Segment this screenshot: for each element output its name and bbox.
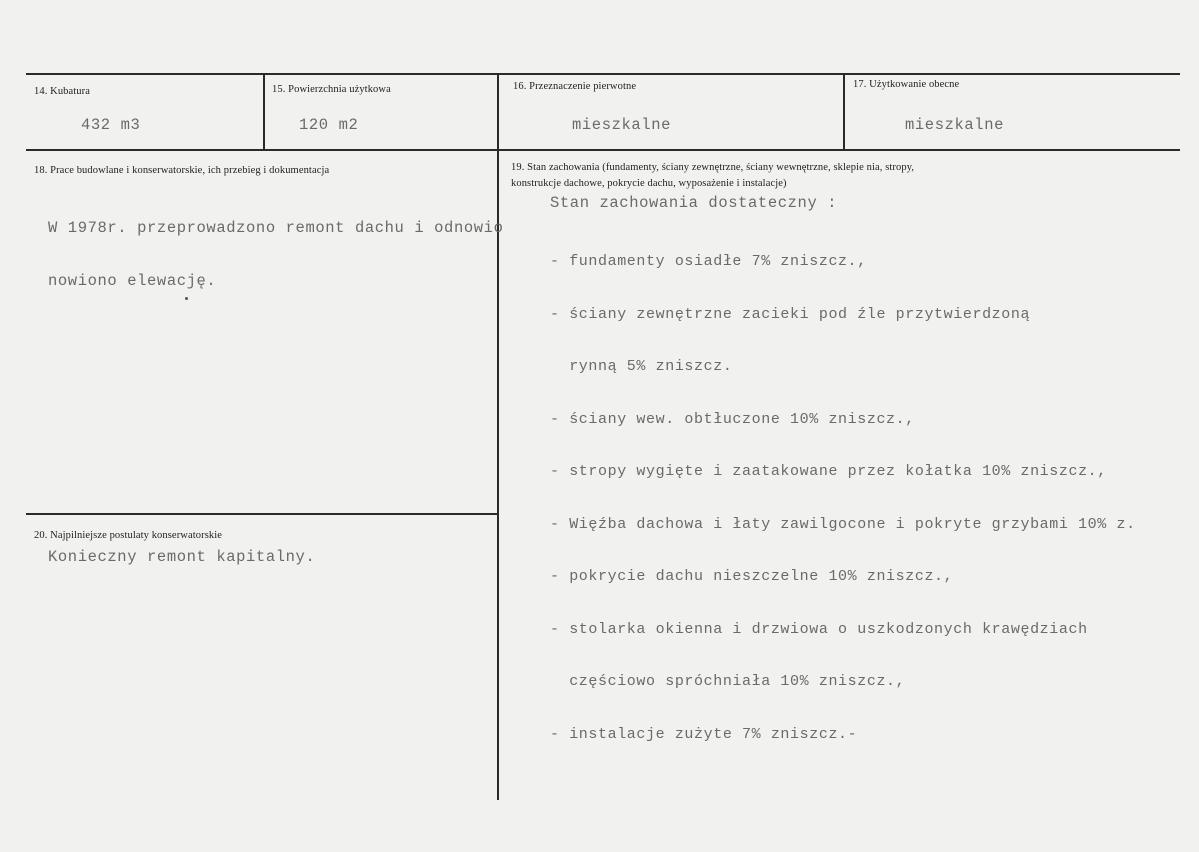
field-19-list	[550, 218, 1136, 778]
field-18-label: 18. Prace budowlane i konserwatorskie, ich przebieg i dokumentacja	[34, 165, 330, 176]
field-19-line: częściowo spróchniała 10% zniszcz.,	[550, 673, 906, 690]
field-19-line: - stropy wygięte i zaatakowane przez kołatka 10% zniszcz.,	[550, 463, 1107, 480]
divider-15-16	[497, 75, 499, 800]
field-14-value: 432 m3	[81, 116, 141, 134]
field-19-line: - fundamenty osiadłe 7% zniszcz.,	[550, 253, 867, 270]
field-20-label: 20. Najpilniejsze postulaty konserwatorskie	[34, 530, 223, 541]
field-15-value: 120 m2	[299, 116, 359, 134]
field-19-line: - instalacje zużyte 7% zniszcz.-	[550, 725, 858, 743]
field-14-label: 14. Kubatura	[34, 86, 91, 97]
field-19-line: - pokrycie dachu nieszczelne 10% zniszcz.,	[550, 568, 954, 585]
field-19-label: 19. Stan zachowania (fundamenty, ściany zewnętrzne, ściany wewnętrzne, sklepie nia, stropy,	[511, 162, 915, 173]
field-16-value: mieszkalne	[571, 116, 671, 134]
field-18-text	[48, 185, 503, 325]
field-19-line: - Więźba dachowa i łaty zawilgocone i pokryte grzybami 10% z.	[550, 515, 1136, 533]
field-20-value: Konieczny remont kapitalny.	[48, 548, 316, 566]
field-19-heading: Stan zachowania dostateczny :	[550, 194, 838, 212]
divider-16-17	[843, 75, 845, 150]
field-19-line: - ściany zewnętrzne zacieki pod źle przytwierdzoną	[550, 305, 1031, 323]
field-17-label: 17. Użytkowanie obecne	[853, 79, 960, 90]
mid-left-rule	[26, 513, 498, 515]
field-17-value: mieszkalne	[905, 116, 1005, 134]
field-16-label: 16. Przeznaczenie pierwotne	[513, 81, 637, 92]
ink-dot	[185, 297, 188, 300]
field-18-line: nowiono elewację.	[48, 271, 217, 290]
divider-14-15	[263, 75, 265, 150]
field-19-line: - stolarka okienna i drzwiowa o uszkodzonych krawędziach	[550, 620, 1088, 638]
field-15-label: 15. Powierzchnia użytkowa	[272, 84, 391, 95]
field-18-line: W 1978r. przeprowadzono remont dachu i odnowio	[48, 219, 504, 237]
header-row-rule	[26, 149, 1180, 151]
top-rule	[26, 73, 1180, 75]
field-19-label-cont: konstrukcje dachowe, pokrycie dachu, wyposażenie i instalacje)	[511, 178, 787, 189]
field-19-line: - ściany wew. obtłuczone 10% zniszcz.,	[550, 410, 915, 428]
field-19-line: rynną 5% zniszcz.	[550, 358, 733, 375]
